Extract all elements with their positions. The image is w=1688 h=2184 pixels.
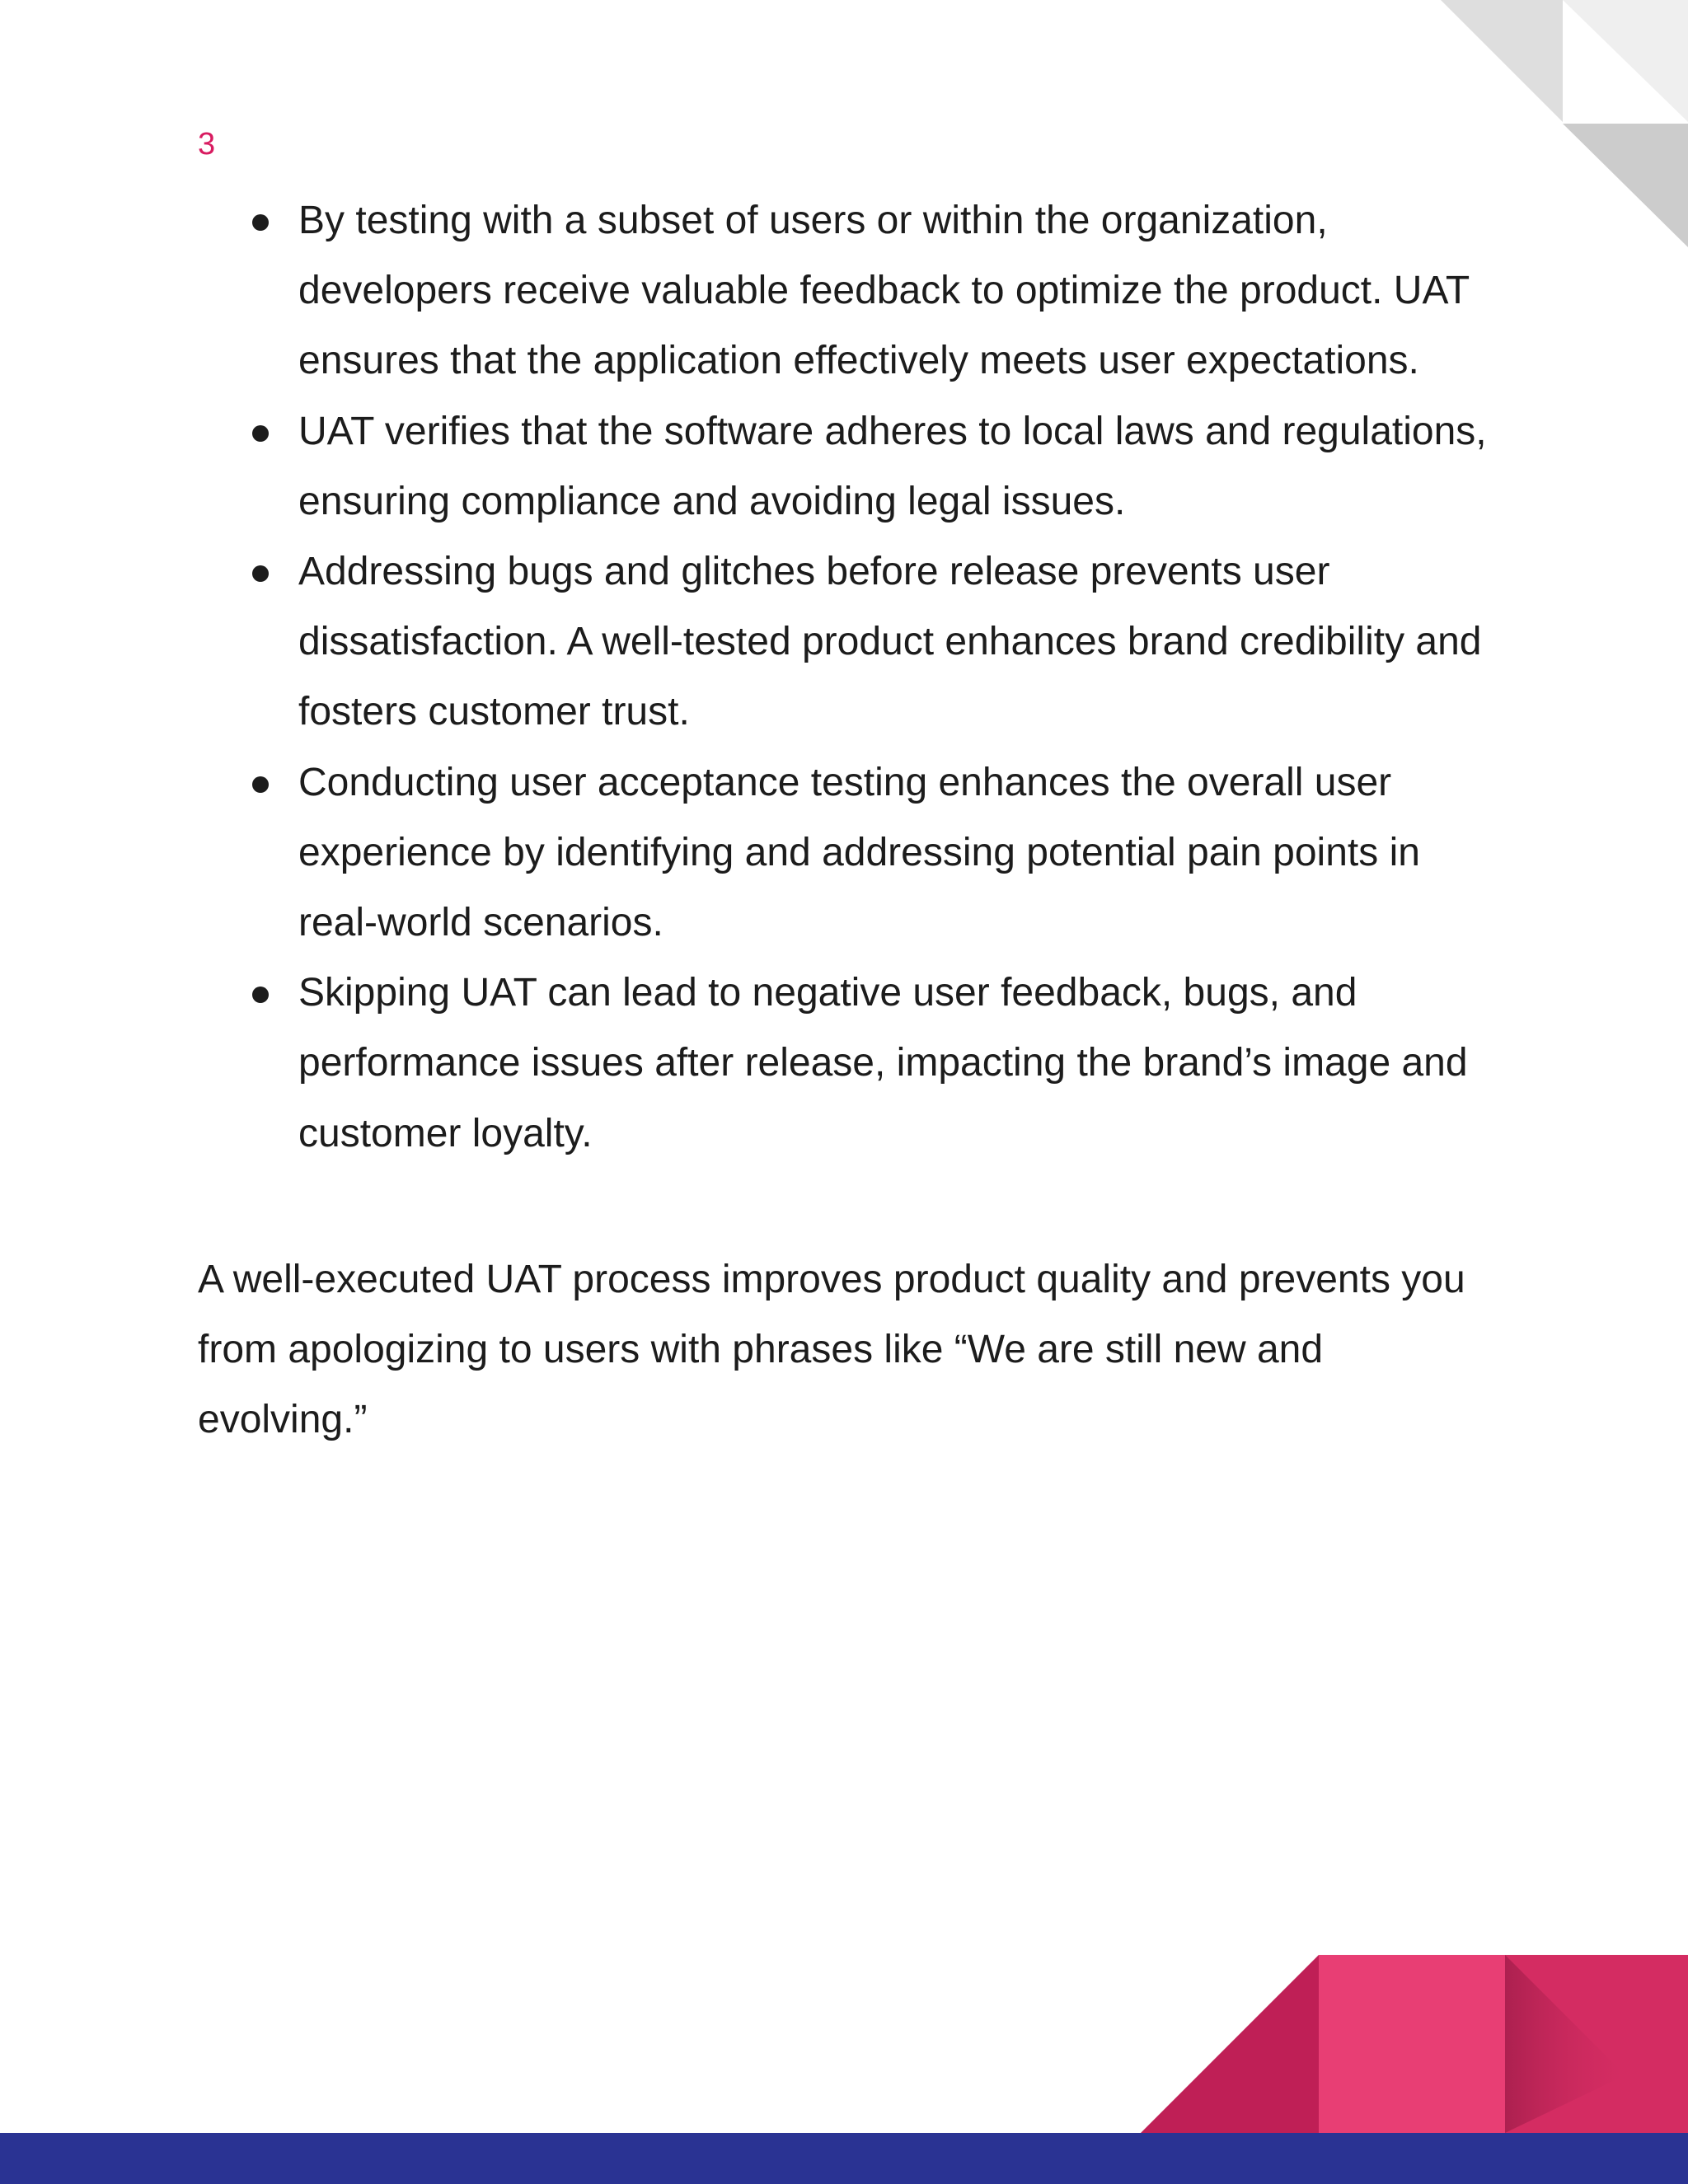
bullet-icon <box>252 565 269 582</box>
list-item <box>198 396 1492 537</box>
corner-shape-dark <box>1563 124 1688 247</box>
corner-shape-magenta <box>1141 1955 1319 2133</box>
corner-decoration-bottom <box>0 1953 1688 2133</box>
list-item-text: Conducting user acceptance testing enhances the overall user experience by identifying and addressing potential pain points in real-world scenarios. <box>298 760 1420 945</box>
bullet-list <box>198 185 1492 1169</box>
list-item <box>198 185 1492 396</box>
list-item <box>198 537 1492 748</box>
corner-shape-light <box>1563 0 1688 122</box>
corner-shape-mid <box>1441 0 1563 122</box>
bullet-icon <box>252 776 269 793</box>
bullet-icon <box>252 425 269 442</box>
closing-paragraph: A well-executed UAT process improves product quality and prevents you from apologizing to users with phrases like “We are still new and evolving.” <box>198 1258 1465 1442</box>
bullet-icon <box>252 987 269 1003</box>
list-item-text: Addressing bugs and glitches before release prevents user dissatisfaction. A well-tested product enhances brand credibility and fosters customer trust. <box>298 550 1482 734</box>
page-number: 3 <box>198 127 216 162</box>
bullet-icon <box>252 214 269 231</box>
list-item <box>198 748 1492 958</box>
corner-shape-pink <box>1319 1955 1505 2133</box>
list-item-text: Skipping UAT can lead to negative user feedback, bugs, and performance issues after release, impacting the brand’s image and customer loyalty. <box>298 971 1468 1155</box>
list-item <box>198 958 1492 1169</box>
list-item-text: UAT verifies that the software adheres to local laws and regulations, ensuring compliance and avoiding legal issues. <box>298 409 1487 523</box>
list-item-text: By testing with a subset of users or within the organization, developers receive valuable feedback to optimize the product. UAT ensures that the application effectively meets user expectations. <box>298 199 1470 383</box>
footer-bar <box>0 2133 1688 2184</box>
